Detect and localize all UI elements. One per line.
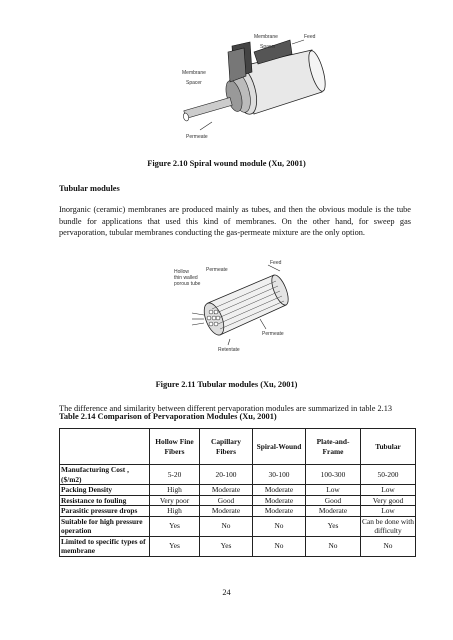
figure-caption-tubular: Figure 2.11 Tubular modules (Xu, 2001) xyxy=(155,380,298,389)
label-permeate-bottom: Permeate xyxy=(262,331,284,337)
label-membrane-left: Membrane xyxy=(182,70,206,76)
table-row xyxy=(60,495,416,506)
table-cell: High xyxy=(150,485,200,496)
label-porous-tube: porous tube xyxy=(174,281,201,287)
table-cell: Good xyxy=(200,495,253,506)
table-cell: Very poor xyxy=(150,495,200,506)
table-row xyxy=(60,536,416,556)
table-header-cell: Hollow Fine Fibers xyxy=(150,429,200,465)
table-cell: 50-200 xyxy=(361,465,416,485)
spiral-wound-module-figure xyxy=(172,26,327,146)
table-row xyxy=(60,516,416,536)
label-thin-walled: thin walled xyxy=(174,275,198,281)
table-cell: Yes xyxy=(306,516,361,536)
table-cell: No xyxy=(361,536,416,556)
table-cell: 30-100 xyxy=(253,465,306,485)
comparison-table xyxy=(59,428,416,557)
label-feed-tubular: Feed xyxy=(270,260,282,266)
table-header-cell: Plate-and-Frame xyxy=(306,429,361,465)
label-retentate: Retentate xyxy=(218,347,240,353)
label-spacer-left: Spacer xyxy=(186,80,202,86)
label-membrane-top: Membrane xyxy=(254,34,278,40)
tubular-module-figure xyxy=(170,257,300,357)
table-cell: Moderate xyxy=(253,485,306,496)
row-label: Packing Density xyxy=(60,485,150,496)
table-cell: Can be done with difficulty xyxy=(362,516,414,535)
label-permeate-top: Permeate xyxy=(206,267,228,273)
label-permeate: Permeate xyxy=(186,134,208,140)
table-cell: Moderate xyxy=(253,506,306,517)
table-cell: Moderate xyxy=(200,485,253,496)
table-cell: Low xyxy=(361,506,416,517)
table-cell: No xyxy=(253,516,306,536)
table-cell: No xyxy=(306,536,361,556)
table-cell: No xyxy=(253,536,306,556)
label-spacer-right: Spacer xyxy=(260,44,276,50)
table-cell: 100-300 xyxy=(306,465,361,485)
table-cell: Low xyxy=(361,485,416,496)
table-header-row xyxy=(60,429,416,465)
paragraph-difference: The difference and similarity between different pervaporation modules are summarized in table 2.13 xyxy=(59,404,393,413)
section-heading: Tubular modules xyxy=(59,184,120,193)
table-row xyxy=(60,465,416,485)
paragraph-tubular: Inorganic (ceramic) membranes are produced mainly as tubes, and then the obvious module is the tube bundle for applications that used this kind of membranes. On the other hand, for sweep gas pervaporation, tubular membranes conducting the gas-permeate mixture are the only option. xyxy=(59,205,411,238)
table-cell: Yes xyxy=(200,536,253,556)
page-number: 24 xyxy=(222,588,231,597)
table-cell: Yes xyxy=(150,516,200,536)
table-cell: Very good xyxy=(361,495,416,506)
label-hollow: Hollow xyxy=(174,269,190,275)
row-label: Suitable for high pressure operation xyxy=(60,516,150,536)
row-label: Parasitic pressure drops xyxy=(60,506,150,517)
table-row xyxy=(60,506,416,517)
table-cell: Moderate xyxy=(200,506,253,517)
table-header-cell: Spiral-Wound xyxy=(253,429,306,465)
table-cell: 5-20 xyxy=(150,465,200,485)
table-cell: Moderate xyxy=(306,506,361,517)
row-label: Manufacturing Cost ,($/m2) xyxy=(60,465,150,485)
table-cell: 20-100 xyxy=(200,465,253,485)
table-header-cell: Capillary Fibers xyxy=(200,429,253,465)
table-cell: Good xyxy=(306,495,361,506)
table-row xyxy=(60,485,416,496)
table-cell: Yes xyxy=(150,536,200,556)
table-title: Table 2.14 Comparison of Pervaporation Modules (Xu, 2001) xyxy=(59,412,277,421)
table-cell: Moderate xyxy=(253,495,306,506)
table-cell: High xyxy=(150,506,200,517)
label-feed: Feed xyxy=(304,34,316,40)
figure-caption-spiral: Figure 2.10 Spiral wound module (Xu, 2001) xyxy=(147,159,306,168)
table-header-cell xyxy=(60,429,150,465)
table-cell: No xyxy=(200,516,253,536)
row-label: Resistance to fouling xyxy=(60,495,150,506)
table-header-cell: Tubular xyxy=(361,429,416,465)
row-label: Limited to specific types of membrane xyxy=(60,536,150,556)
table-cell: Low xyxy=(306,485,361,496)
